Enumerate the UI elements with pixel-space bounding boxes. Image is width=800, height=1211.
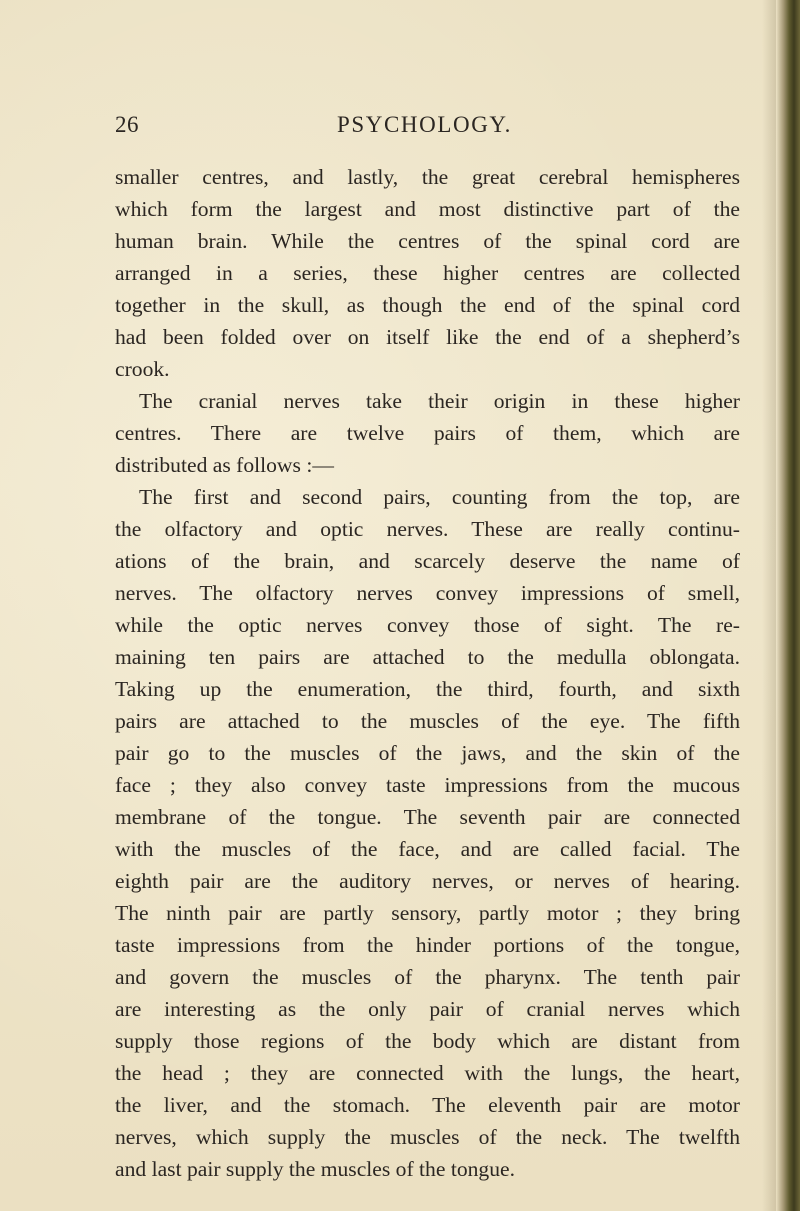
running-title: PSYCHOLOGY. (337, 112, 513, 137)
text-line: nerves, which supply the muscles of the neck. The twelfth (115, 1125, 740, 1149)
text-line: the olfactory and optic nerves. These are really continu- (115, 517, 740, 541)
text-line: maining ten pairs are attached to the medulla oblongata. (115, 645, 740, 669)
text-line: pairs are attached to the muscles of the eye. The fifth (115, 709, 740, 733)
text-line: smaller centres, and lastly, the great cerebral hemispheres (115, 165, 740, 189)
text-line: arranged in a series, these higher centres are collected (115, 261, 740, 285)
text-line: The cranial nerves take their origin in these higher (139, 389, 740, 413)
text-line: face ; they also convey taste impressions from the mucous (115, 773, 740, 797)
running-head (115, 112, 740, 146)
text-line: membrane of the tongue. The seventh pair are connected (115, 805, 740, 829)
page-number: 26 (115, 112, 139, 137)
text-line: taste impressions from the hinder portions of the tongue, (115, 933, 740, 957)
text-line: which form the largest and most distinctive part of the (115, 197, 740, 221)
text-line: The ninth pair are partly sensory, partly motor ; they bring (115, 901, 740, 925)
text-line: and last pair supply the muscles of the tongue. (115, 1157, 516, 1181)
text-line: centres. There are twelve pairs of them, which are (115, 421, 740, 445)
text-line: Taking up the enumeration, the third, fourth, and sixth (115, 677, 740, 701)
text-line: are interesting as the only pair of cranial nerves which (115, 997, 740, 1021)
text-line: eighth pair are the auditory nerves, or nerves of hearing. (115, 869, 740, 893)
text-line: The first and second pairs, counting from the top, are (139, 485, 740, 509)
text-line: the head ; they are connected with the lungs, the heart, (115, 1061, 740, 1085)
text-line: while the optic nerves convey those of sight. The re- (115, 613, 740, 637)
text-line: had been folded over on itself like the end of a shepherd’s (115, 325, 740, 349)
text-line: crook. (115, 357, 170, 381)
body-text (115, 161, 740, 1185)
text-line: with the muscles of the face, and are called facial. The (115, 837, 740, 861)
text-line: supply those regions of the body which are distant from (115, 1029, 740, 1053)
text-line: and govern the muscles of the pharynx. The tenth pair (115, 965, 740, 989)
text-line: ations of the brain, and scarcely deserve the name of (115, 549, 740, 573)
text-line: distributed as follows :— (115, 453, 334, 477)
text-line: nerves. The olfactory nerves convey impressions of smell, (115, 581, 740, 605)
text-line: pair go to the muscles of the jaws, and the skin of the (115, 741, 740, 765)
text-line: together in the skull, as though the end of the spinal cord (115, 293, 740, 317)
book-binding-edge (776, 0, 800, 1211)
text-line: human brain. While the centres of the spinal cord are (115, 229, 740, 253)
text-line: the liver, and the stomach. The eleventh pair are motor (115, 1093, 740, 1117)
binding-shadow (762, 0, 776, 1211)
